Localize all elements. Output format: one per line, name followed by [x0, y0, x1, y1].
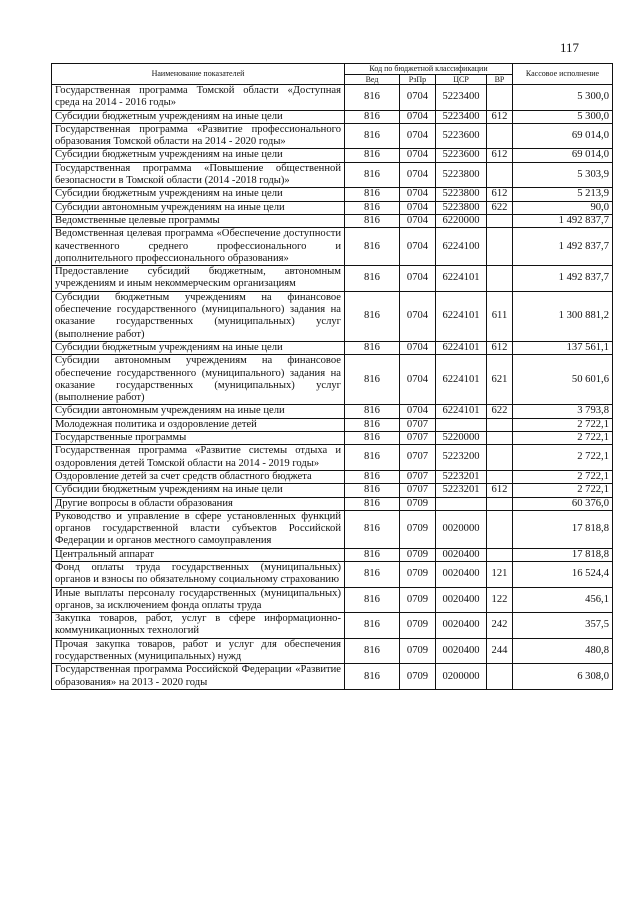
row-vr: 122 — [487, 587, 513, 613]
table-row — [52, 85, 613, 111]
table-row — [52, 664, 613, 690]
table-row — [52, 110, 613, 123]
table-row — [52, 188, 613, 201]
table-row — [52, 355, 613, 405]
row-amount: 2 722,1 — [513, 445, 613, 471]
row-csr: 6224101 — [436, 291, 487, 341]
row-csr: 0020400 — [436, 638, 487, 664]
row-name: Иные выплаты персоналу государственных (муниципальных) органов, за исключением фонда оплаты труда — [52, 587, 345, 613]
row-name: Государственная программа «Повышение общественной безопасности в Томской области (2014 -2018 годы)» — [52, 162, 345, 188]
row-csr: 6224101 — [436, 341, 487, 354]
row-name: Субсидии бюджетным учреждениям на финансовое обеспечение государственного (муниципального) задания на оказание государственных (муниципальных) услуг (выполнение работ) — [52, 291, 345, 341]
row-vr: 242 — [487, 613, 513, 639]
row-ved: 816 — [345, 510, 400, 548]
row-amount: 1 300 881,2 — [513, 291, 613, 341]
row-ved: 816 — [345, 228, 400, 266]
row-amount: 50 601,6 — [513, 355, 613, 405]
row-rzpr: 0707 — [400, 445, 436, 471]
row-name: Субсидии автономным учреждениям на иные цели — [52, 405, 345, 418]
row-rzpr: 0704 — [400, 110, 436, 123]
row-amount: 5 213,9 — [513, 188, 613, 201]
row-vr — [487, 162, 513, 188]
row-vr — [487, 445, 513, 471]
table-row — [52, 638, 613, 664]
row-vr: 611 — [487, 291, 513, 341]
table-row — [52, 432, 613, 445]
table-row — [52, 587, 613, 613]
table-row — [52, 214, 613, 227]
table-row — [52, 548, 613, 561]
table-row — [52, 291, 613, 341]
row-amount: 2 722,1 — [513, 418, 613, 431]
table-row — [52, 405, 613, 418]
row-amount: 137 561,1 — [513, 341, 613, 354]
row-csr: 0020000 — [436, 510, 487, 548]
row-amount: 17 818,8 — [513, 548, 613, 561]
table-row — [52, 561, 613, 587]
table-row — [52, 613, 613, 639]
row-ved: 816 — [345, 149, 400, 162]
row-ved: 816 — [345, 470, 400, 483]
row-rzpr: 0704 — [400, 355, 436, 405]
row-vr — [487, 497, 513, 510]
row-vr — [487, 418, 513, 431]
row-csr: 5223400 — [436, 85, 487, 111]
row-csr: 0200000 — [436, 664, 487, 690]
row-csr: 5223800 — [436, 188, 487, 201]
table-row — [52, 123, 613, 149]
row-vr: 622 — [487, 405, 513, 418]
row-amount: 17 818,8 — [513, 510, 613, 548]
row-rzpr: 0704 — [400, 214, 436, 227]
table-row — [52, 162, 613, 188]
row-name: Оздоровление детей за счет средств областного бюджета — [52, 470, 345, 483]
row-name: Предоставление субсидий бюджетным, автономным учреждениям и иным некоммерческим организациям — [52, 266, 345, 292]
row-name: Субсидии автономным учреждениям на финансовое обеспечение государственного (муниципального) задания на оказание государственных (муниципальных) услуг (выполнение работ) — [52, 355, 345, 405]
header-ved: Вед — [345, 74, 400, 85]
header-code-group: Код по бюджетной классификации — [345, 64, 513, 75]
row-rzpr: 0709 — [400, 497, 436, 510]
row-name: Молодежная политика и оздоровление детей — [52, 418, 345, 431]
table-row — [52, 201, 613, 214]
row-amount: 456,1 — [513, 587, 613, 613]
row-amount: 357,5 — [513, 613, 613, 639]
row-name: Ведомственные целевые программы — [52, 214, 345, 227]
row-vr: 612 — [487, 484, 513, 497]
row-name: Другие вопросы в области образования — [52, 497, 345, 510]
row-rzpr: 0704 — [400, 291, 436, 341]
row-amount: 69 014,0 — [513, 123, 613, 149]
row-csr: 6220000 — [436, 214, 487, 227]
row-rzpr: 0704 — [400, 201, 436, 214]
table-row — [52, 470, 613, 483]
table-row — [52, 497, 613, 510]
table-row — [52, 341, 613, 354]
row-vr: 612 — [487, 341, 513, 354]
row-name: Субсидии автономным учреждениям на иные цели — [52, 201, 345, 214]
row-rzpr: 0704 — [400, 341, 436, 354]
row-name: Субсидии бюджетным учреждениям на иные цели — [52, 110, 345, 123]
table-row — [52, 266, 613, 292]
row-amount: 480,8 — [513, 638, 613, 664]
row-rzpr: 0704 — [400, 228, 436, 266]
row-ved: 816 — [345, 405, 400, 418]
row-ved: 816 — [345, 484, 400, 497]
row-ved: 816 — [345, 561, 400, 587]
row-vr — [487, 664, 513, 690]
row-vr — [487, 470, 513, 483]
row-amount: 3 793,8 — [513, 405, 613, 418]
row-rzpr: 0707 — [400, 470, 436, 483]
row-name: Государственные программы — [52, 432, 345, 445]
row-vr: 612 — [487, 188, 513, 201]
row-amount: 90,0 — [513, 201, 613, 214]
row-ved: 816 — [345, 110, 400, 123]
row-name: Субсидии бюджетным учреждениям на иные цели — [52, 484, 345, 497]
row-name: Ведомственная целевая программа «Обеспечение доступности качественного среднего профессионального и дополнительного профессионального образования» — [52, 228, 345, 266]
row-rzpr: 0704 — [400, 405, 436, 418]
row-csr: 6224100 — [436, 228, 487, 266]
row-amount: 60 376,0 — [513, 497, 613, 510]
row-csr: 5223600 — [436, 123, 487, 149]
row-amount: 2 722,1 — [513, 484, 613, 497]
row-rzpr: 0707 — [400, 432, 436, 445]
row-vr: 244 — [487, 638, 513, 664]
table-row — [52, 445, 613, 471]
row-rzpr: 0704 — [400, 149, 436, 162]
row-csr: 5223400 — [436, 110, 487, 123]
row-csr: 5223200 — [436, 445, 487, 471]
row-ved: 816 — [345, 201, 400, 214]
row-name: Фонд оплаты труда государственных (муниципальных) органов и взносы по обязательному социальному страхованию — [52, 561, 345, 587]
row-vr — [487, 266, 513, 292]
row-vr — [487, 432, 513, 445]
row-name: Государственная программа Томской области «Доступная среда на 2014 - 2016 годы» — [52, 85, 345, 111]
header-amount: Кассовое исполнение — [513, 64, 613, 85]
row-csr: 5223800 — [436, 162, 487, 188]
row-csr: 0020400 — [436, 548, 487, 561]
row-vr: 622 — [487, 201, 513, 214]
header-name: Наименование показателей — [52, 64, 345, 85]
row-name: Субсидии бюджетным учреждениям на иные цели — [52, 341, 345, 354]
row-ved: 816 — [345, 266, 400, 292]
budget-table — [51, 63, 613, 690]
row-vr — [487, 214, 513, 227]
row-amount: 5 300,0 — [513, 110, 613, 123]
row-vr — [487, 123, 513, 149]
row-name: Руководство и управление в сфере установленных функций органов государственной власти субъектов Российской Федерации и органов местного самоуправления — [52, 510, 345, 548]
row-vr: 612 — [487, 149, 513, 162]
row-rzpr: 0709 — [400, 510, 436, 548]
header-vr: ВР — [487, 74, 513, 85]
row-amount: 1 492 837,7 — [513, 266, 613, 292]
row-csr: 5223201 — [436, 484, 487, 497]
table-row — [52, 228, 613, 266]
row-ved: 816 — [345, 548, 400, 561]
table-row — [52, 484, 613, 497]
row-csr: 5223600 — [436, 149, 487, 162]
row-ved: 816 — [345, 587, 400, 613]
row-name: Субсидии бюджетным учреждениям на иные цели — [52, 188, 345, 201]
row-rzpr: 0707 — [400, 418, 436, 431]
row-rzpr: 0709 — [400, 613, 436, 639]
row-rzpr: 0709 — [400, 561, 436, 587]
row-csr: 5223800 — [436, 201, 487, 214]
table-row — [52, 418, 613, 431]
row-name: Государственная программа «Развитие системы отдыха и оздоровления детей Томской области на 2014 - 2019 годы» — [52, 445, 345, 471]
row-vr — [487, 85, 513, 111]
row-name: Прочая закупка товаров, работ и услуг для обеспечения государственных (муниципальных) нужд — [52, 638, 345, 664]
header-rzpr: РзПр — [400, 74, 436, 85]
row-vr — [487, 548, 513, 561]
row-amount: 69 014,0 — [513, 149, 613, 162]
table-body — [52, 85, 613, 690]
row-ved: 816 — [345, 445, 400, 471]
row-name: Центральный аппарат — [52, 548, 345, 561]
row-csr: 0020400 — [436, 613, 487, 639]
row-ved: 816 — [345, 162, 400, 188]
row-rzpr: 0709 — [400, 664, 436, 690]
row-vr: 621 — [487, 355, 513, 405]
row-vr — [487, 228, 513, 266]
row-name: Закупка товаров, работ, услуг в сфере информационно-коммуникационных технологий — [52, 613, 345, 639]
row-ved: 816 — [345, 664, 400, 690]
row-ved: 816 — [345, 638, 400, 664]
row-ved: 816 — [345, 341, 400, 354]
row-ved: 816 — [345, 291, 400, 341]
table-row — [52, 149, 613, 162]
row-ved: 816 — [345, 613, 400, 639]
row-rzpr: 0709 — [400, 587, 436, 613]
row-csr: 6224101 — [436, 266, 487, 292]
row-csr — [436, 418, 487, 431]
row-amount: 5 300,0 — [513, 85, 613, 111]
row-amount: 1 492 837,7 — [513, 214, 613, 227]
row-rzpr: 0704 — [400, 162, 436, 188]
row-name: Государственная программа «Развитие профессионального образования Томской области на 2014 - 2020 годы» — [52, 123, 345, 149]
page-number: 117 — [560, 40, 580, 55]
row-rzpr: 0704 — [400, 85, 436, 111]
row-vr — [487, 510, 513, 548]
row-amount: 2 722,1 — [513, 470, 613, 483]
row-csr — [436, 497, 487, 510]
row-csr: 5220000 — [436, 432, 487, 445]
row-rzpr: 0707 — [400, 484, 436, 497]
row-vr: 612 — [487, 110, 513, 123]
row-ved: 816 — [345, 497, 400, 510]
row-ved: 816 — [345, 188, 400, 201]
header-csr: ЦСР — [436, 74, 487, 85]
table-row — [52, 510, 613, 548]
row-rzpr: 0709 — [400, 638, 436, 664]
row-ved: 816 — [345, 85, 400, 111]
row-vr: 121 — [487, 561, 513, 587]
row-amount: 2 722,1 — [513, 432, 613, 445]
row-rzpr: 0704 — [400, 188, 436, 201]
row-csr: 6224101 — [436, 405, 487, 418]
row-csr: 0020400 — [436, 561, 487, 587]
row-name: Государственная программа Российской Федерации «Развитие образования» на 2013 - 2020 годы — [52, 664, 345, 690]
row-ved: 816 — [345, 355, 400, 405]
row-rzpr: 0704 — [400, 123, 436, 149]
row-amount: 5 303,9 — [513, 162, 613, 188]
row-csr: 6224101 — [436, 355, 487, 405]
row-amount: 1 492 837,7 — [513, 228, 613, 266]
row-rzpr: 0709 — [400, 548, 436, 561]
header-row — [52, 64, 613, 75]
row-rzpr: 0704 — [400, 266, 436, 292]
row-ved: 816 — [345, 214, 400, 227]
row-amount: 6 308,0 — [513, 664, 613, 690]
row-name: Субсидии бюджетным учреждениям на иные цели — [52, 149, 345, 162]
row-ved: 816 — [345, 418, 400, 431]
row-ved: 816 — [345, 123, 400, 149]
row-csr: 0020400 — [436, 587, 487, 613]
row-ved: 816 — [345, 432, 400, 445]
row-amount: 16 524,4 — [513, 561, 613, 587]
row-csr: 5223201 — [436, 470, 487, 483]
